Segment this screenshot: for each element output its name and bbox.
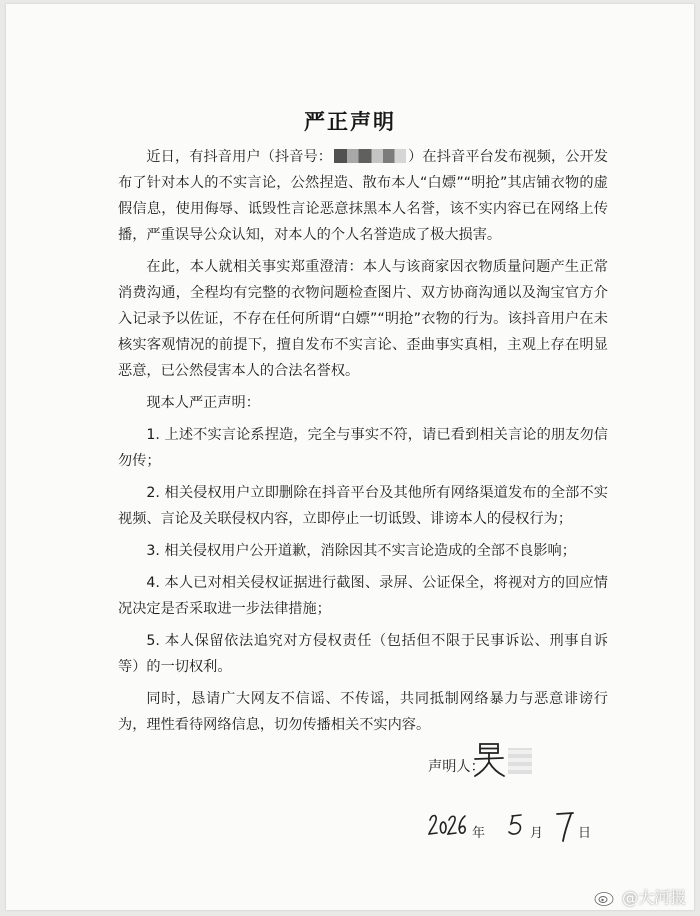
declaration-item-1: 1. 上述不实言论系捏造，完全与事实不符，请已看到相关言论的朋友勿信勿传； xyxy=(118,427,608,469)
day-unit: 日 xyxy=(578,826,592,841)
redacted-signature-name xyxy=(508,748,532,774)
declaration-item-3: 3. 相关侵权用户公开道歉，消除因其不实言论造成的全部不良影响； xyxy=(146,543,576,559)
weibo-icon xyxy=(594,887,618,907)
paragraph-clarification: 在此，本人就相关事实郑重澄清：本人与该商家因衣物质量问题产生正常消费沟通，全程均有完整的衣物问题检查图片、双方协商沟通以及淘宝官方介入记录予以佐证，不存在任何所谓“白嫖”“明抢”衣物的行为。该抖音用户在未核实客观情况的前提下，擅自发布不实言论、歪曲事实真相，主观上存在明显恶意，已公然侵害本人的合法名誉权。 xyxy=(118,259,608,379)
paragraph-declaration-lead: 现本人严正声明： xyxy=(146,395,260,411)
page-title: 严正声明 xyxy=(304,110,396,134)
handwritten-signature xyxy=(472,740,506,780)
intro-after: ）在抖音平台发布视频，公开发布了针对本人的不实言论，公然捏造、散布本人“白嫖”“明抢”其店铺衣物的虚假信息，使用侮辱、诋毁性言论恶意抹黑本人名誉，该不实内容已在网络上传播，严重误导公众认知，对本人的个人名誉造成了极大损害。 xyxy=(118,149,608,243)
paragraph-closing: 同时，恳请广大网友不信谣、不传谣，共同抵制网络暴力与恶意诽谤行为，理性看待网络信息，切勿传播相关不实内容。 xyxy=(118,691,608,733)
declaration-item-5: 5. 本人保留依法追究对方侵权责任（包括但不限于民事诉讼、刑事自诉等）的一切权利。 xyxy=(118,633,608,675)
signer-label: 声明人： xyxy=(428,759,485,775)
year-unit: 年 xyxy=(472,826,486,841)
declaration-item-4: 4. 本人已对相关侵权证据进行截图、录屏、公证保全，将视对方的回应情况决定是否采取进一步法律措施； xyxy=(118,575,608,617)
watermark-text: @大河报 xyxy=(621,888,686,907)
handwritten-day xyxy=(554,808,576,844)
paragraph-intro xyxy=(118,144,608,248)
handwritten-month xyxy=(506,808,526,842)
month-unit: 月 xyxy=(530,826,544,841)
statement-date xyxy=(428,808,608,844)
handwritten-year xyxy=(428,808,468,842)
redacted-account-id xyxy=(334,149,406,163)
statement-body xyxy=(118,144,608,744)
declaration-item-2: 2. 相关侵权用户立即删除在抖音平台及其他所有网络渠道发布的全部不实视频、言论及关联侵权内容，立即停止一切诋毁、诽谤本人的侵权行为； xyxy=(118,485,608,527)
intro-before: 近日，有抖音用户（抖音号： xyxy=(146,149,333,165)
source-watermark xyxy=(594,885,686,908)
